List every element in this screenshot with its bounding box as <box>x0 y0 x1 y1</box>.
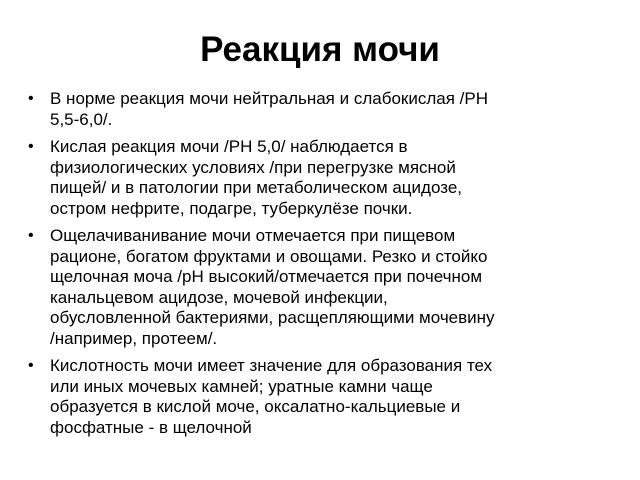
bullet-item <box>28 226 618 349</box>
bullet-line: обусловленной бактериями, расщепляющими мочевину <box>50 308 495 327</box>
bullet-text <box>50 137 618 219</box>
bullet-line: или иных мочевых камней; уратные камни чаще <box>50 376 433 396</box>
bullet-text <box>50 89 618 130</box>
bullet-marker: • <box>28 357 34 374</box>
bullet-item <box>28 137 618 219</box>
bullet-item <box>28 89 618 130</box>
bullet-list <box>28 89 618 445</box>
bullet-marker: • <box>28 90 34 107</box>
bullet-line: образуется в кислой моче, оксалатно-кальциевые и <box>50 397 461 416</box>
bullet-line: В норме реакция мочи нейтральная и слабокислая /РН <box>50 89 488 108</box>
bullet-line: остром нефрите, подагре, туберкулёзе почки. <box>50 198 413 218</box>
bullet-line: Кислая реакция мочи /РН 5,0/ наблюдается в <box>50 137 408 156</box>
bullet-marker: • <box>28 138 34 155</box>
bullet-text <box>50 226 618 349</box>
bullet-line: канальцевом ацидозе, мочевой инфекции, <box>50 287 388 307</box>
bullet-line: пищей/ и в патологии при метаболическом ацидозе, <box>50 178 463 197</box>
bullet-marker: • <box>28 227 34 244</box>
bullet-text <box>50 356 618 438</box>
bullet-line: 5,5-6,0/. <box>50 109 113 129</box>
bullet-line: рационе, богатом фруктами и овощами. Резко и стойко <box>50 246 488 266</box>
bullet-line: щелочная моча /рН высокий/отмечается при почечном <box>50 267 483 286</box>
bullet-line: фосфатные - в щелочной <box>50 417 252 437</box>
bullet-line: Кислотность мочи имеет значение для образования тех <box>50 356 493 375</box>
bullet-item <box>28 356 618 438</box>
slide-title: Реакция мочи <box>200 30 440 69</box>
bullet-line: физиологических условиях /при перегрузке мясной <box>50 157 456 177</box>
bullet-line: Ощелачиванивание мочи отмечается при пищевом <box>50 226 456 245</box>
bullet-line: /например, протеем/. <box>50 328 218 348</box>
